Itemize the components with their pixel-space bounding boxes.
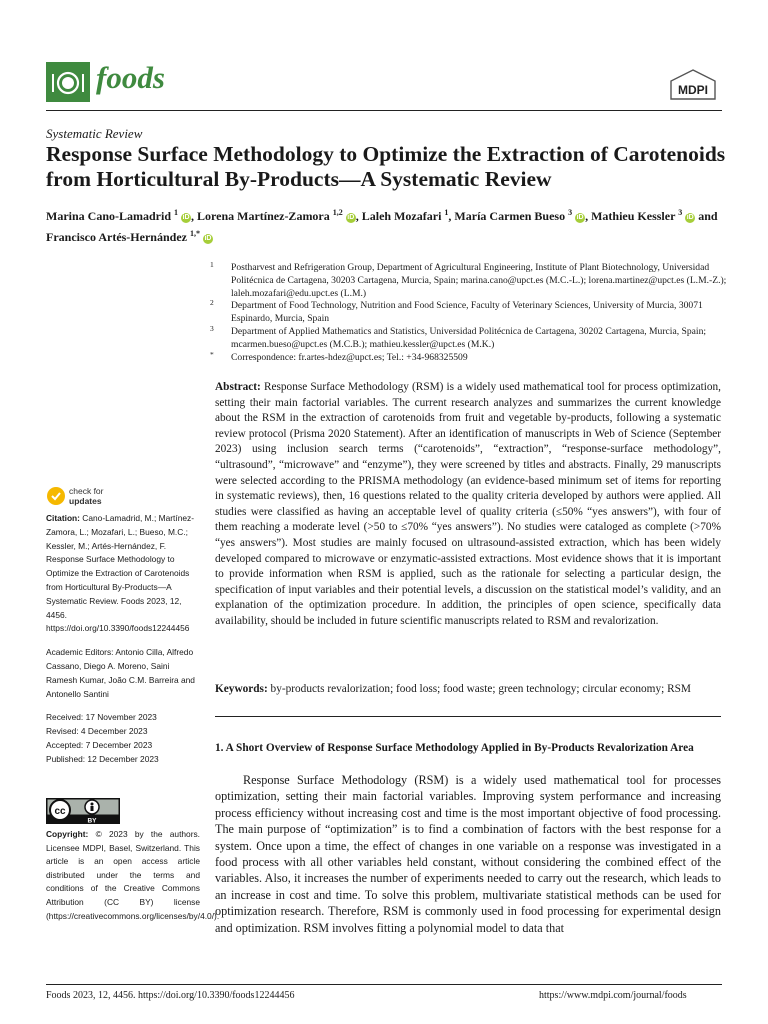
abstract-rule [215,716,721,717]
section-body: Response Surface Methodology (RSM) is a widely used mathematical tool for processes optimization, setting their main factorial variables. Improving system performance and increasing process efficiency without increasing cost and time is the most important objective of food processing. The main purpose of “optimization” is to find a combination of factors with the best response for a system. Once upon a time, the effect of changes in one variable on a response was investigated in a food process with all other variables held constant, without considering the combined effect of the variables. Also, it increases the number of experiments needed to carry out the research, which leads to an increase in cost and time. To solve this problem, multivariate statistical methods can be used for optimization research. Therefore, RSM is commonly used in food processing for experimental design and optimization. RSM involves fitting a polynomial model to data that [215,773,721,935]
header-rule [46,110,722,111]
affiliation-number: * [210,349,214,359]
author-affiliation-marker: 1 [444,208,449,217]
affiliation-item [210,300,730,326]
affiliation-text: Correspondence: fr.artes-hdez@upct.es; Tel.: +34-968325509 [231,351,468,363]
author-affiliation-marker: 3 [568,208,573,217]
affiliations [210,262,730,364]
orcid-icon[interactable]: iD [576,214,584,221]
footer-citation: Foods 2023, 12, 4456. https://doi.org/10.3390/foods12244456 [46,990,295,1001]
orcid-icon[interactable]: iD [182,214,190,221]
accepted-date: Accepted: 7 December 2023 [46,739,153,750]
author-list: Marina Cano-Lamadrid $^1$ iD , Lorena Martínez-Zamora $^{1,2}$ iD , Laleh Mozafari $^1$, María Carmen Bueso $^3$ iD , Mathieu Kessler $^3$ iD and Francisco Artés-Hernández $^{1,*}$ iD [46,208,718,244]
journal-logo-icon [46,62,90,102]
journal-name: foods [96,60,165,95]
check-updates-line2: updates [69,496,102,506]
check-updates-line1: check for [69,486,104,496]
affiliation-number: 1 [210,260,214,269]
author-name: Marina Cano-Lamadrid [46,209,172,223]
author-affiliation-marker: 3 [678,208,683,217]
revised-date: Revised: 4 December 2023 [46,726,148,737]
copyright-text: © 2023 by the authors. Licensee MDPI, Basel, Switzerland. This article is an open access article distributed under the terms and conditions of the Creative Commons Attribution (CC BY) license (https://creativecommons.org/licenses/by/4.0/). [46,829,220,921]
publisher-name: MDPI [678,83,708,97]
affiliation-item [210,323,730,352]
section-heading: 1. A Short Overview of Response Surface Methodology Applied in By-Products Revalorization Area [215,742,694,754]
copyright-label: Copyright: [46,829,89,839]
affiliation-text: Department of Applied Mathematics and Statistics, Universidad Politécnica de Cartagena, 30202 Cartagena, Murcia, Spain; mcarmen.bueso@upct.es (M.C.B.); mathieu.kessler@upct.es (M.K.) [231,325,707,350]
sidebar [46,512,202,767]
citation-label: Citation: [46,513,80,523]
orcid-icon[interactable]: iD [204,235,212,242]
footer-journal-url[interactable]: https://www.mdpi.com/journal/foods [539,990,687,1001]
paper-title: Response Surface Methodology to Optimize the Extraction of Carotenoids from Horticultural By-Products—A Systematic Review [46,142,726,191]
cc-badge-text: BY [87,817,97,824]
published-date: Published: 12 December 2023 [46,753,159,764]
affiliation-number: 3 [210,323,214,333]
affiliation-item [210,349,730,365]
abstract-label: Abstract: [215,381,261,393]
citation [46,512,202,636]
orcid-icon[interactable]: iD [347,214,355,221]
keywords-label: Keywords: [215,683,268,695]
author-name: Laleh Mozafari [361,209,442,223]
footer-rule [46,984,722,985]
authors-and: and [698,209,718,223]
abstract-text: Response Surface Methodology (RSM) is a widely used mathematical tool for process optimization, setting their main factorial variables. The current research analyzes and summarizes the current knowledge about the RSM in the extraction of carotenoids from fruit and vegetable by-products, following a systematic review protocol (Prisma 2020 Statement). After an identification of manuscripts in Web of Science (September 2023) using inclusion search terms (“carotenoids”, “extraction”, “response-surface methodology”, “ultrasound”, “microwave” and “enzyme”), they were screened by titles and abstracts. Finally, 29 manuscripts were selected according to the PRISMA methodology (an evidence-based minimum set of items for reporting in systematic reviews), then, 16 questions related to the quality criteria developed by authors were applied. All studies were classified as having an acceptable level of quality criteria (≤50% “yes answers”), with four of them reaching a moderate level (>50 to ≤70% “yes answers”). No studies were cataloged as complete (>70% “yes answers”). Most studies are mainly focused on ultrasound-assisted extraction, which has been widely developed compared to microwave or enzymatic-assisted extractions. Most evidence shows that it is important to provide information when RSM is applied, such as the rationale for selecting a particular design, the specification of input variables and their potential levels, a discussion on the statistical model’s validity, and an explanation of the optimization procedure. In addition, the principles of open science, specifically data availability, should be included in future scientific manuscripts related to RSM and revalorization. [215,381,721,627]
author-name: Francisco Artés-Hernández [46,230,187,244]
check-updates-icon [47,487,65,505]
affiliation-number: 2 [210,298,214,308]
author-affiliation-marker: 1,2 [332,208,343,217]
affiliation-text: Postharvest and Refrigeration Group, Department of Agricultural Engineering, Institute of Plant Biotechnology, Universidad Politécnica de Cartagena, 30203 Cartagena, Murcia, Spain; marina.cano@upct.es (M.C.-L.); lorena.martinez@upct.es (L.M.-Z.); laleh.mozafari@edu.upct.es (L.M.) [231,262,727,299]
cc-by-license-icon[interactable] [46,798,120,824]
author-name: Lorena Martínez-Zamora [197,209,330,223]
keywords [215,682,721,698]
copyright-notice [46,828,220,923]
citation-text: Cano-Lamadrid, M.; Martínez-Zamora, L.; Mozafari, L.; Bueso, M.C.; Kessler, M.; Artés-Hernández, F. Response Surface Methodology to Optimize the Extraction of Carotenoids from Horticultural By-Products—A Systematic Review. Foods 2023, 12, 4456. https://doi.org/10.3390/foods12244456 [46,513,195,634]
svg-text:cc: cc [54,806,66,817]
article-type: Systematic Review [46,126,143,141]
orcid-icon[interactable]: iD [686,214,694,221]
author-name: María Carmen Bueso [454,209,566,223]
check-for-updates-badge[interactable] [46,484,126,513]
affiliation-text: Department of Food Technology, Nutrition and Food Science, Faculty of Veterinary Sciences, University of Murcia, 30071 Espinardo, Murcia, Spain [231,300,703,325]
received-date: Received: 17 November 2023 [46,712,157,723]
abstract [215,380,721,630]
publisher-logo [668,68,718,107]
author-affiliation-marker: 1 [174,208,179,217]
academic-editors: Academic Editors: Antonio Cilla, Alfredo Cassano, Diego A. Moreno, Saini Ramesh Kumar, João C.M. Barreira and Antonello Santini [46,647,195,699]
author-affiliation-marker: 1,* [189,229,200,238]
author-name: Mathieu Kessler [591,209,676,223]
affiliation-item [210,262,730,300]
keywords-text: by-products revalorization; food loss; food waste; green technology; circular economy; RSM [270,683,691,695]
